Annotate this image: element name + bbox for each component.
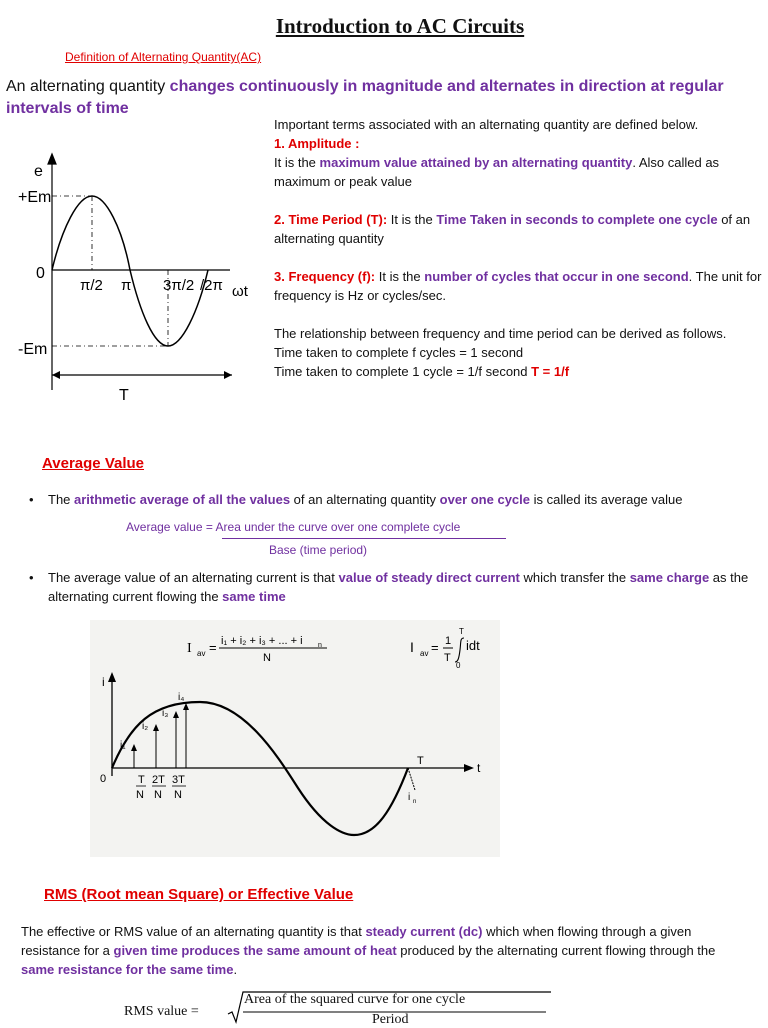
svg-text:T: T — [138, 774, 145, 786]
rms-formula-label: RMS value = — [124, 1004, 199, 1019]
svg-text:i₁: i₁ — [120, 740, 126, 751]
fig2-sum-numerator: i₁ + i₂ + i₃ + ... + i — [221, 635, 303, 647]
svg-text:i₃: i₃ — [162, 708, 169, 719]
svg-text:=: = — [209, 640, 217, 655]
svg-text:T: T — [417, 755, 424, 767]
page-title: Introduction to AC Circuits — [275, 14, 525, 38]
graph1-label-2pi: /2π — [200, 277, 223, 294]
rms-formula-numerator: Area of the squared curve for one cycle — [244, 992, 466, 1007]
average-formula-denominator: Base (time period) — [269, 543, 368, 557]
fig2-iav-integral: I — [410, 639, 414, 655]
svg-text:3T: 3T — [172, 774, 185, 786]
svg-text:i₄: i₄ — [178, 692, 185, 703]
svg-text:2T: 2T — [152, 774, 165, 786]
svg-text:N: N — [154, 789, 162, 801]
graph1-label-wt: ωt — [232, 283, 248, 300]
svg-text:0: 0 — [456, 661, 461, 670]
graph1-label-pi2: π/2 — [80, 277, 103, 294]
average-value-heading: Average Value — [42, 455, 145, 472]
graph1-label-3pi2: 3π/2 — [163, 277, 195, 294]
svg-text:av: av — [197, 649, 206, 658]
amplitude-heading: 1. Amplitude : — [274, 136, 360, 151]
average-bullet-2: • The average value of an alternating current is that value of steady direct current which transfer the same charge as the alternating current flowing the same time — [29, 570, 749, 604]
svg-text:t: t — [477, 761, 481, 775]
svg-text:idt: idt — [466, 638, 480, 653]
intro-paragraph: An alternating quantity changes continuously in magnitude and alternates in direction at regular intervals of time — [6, 78, 724, 117]
svg-text:T: T — [444, 652, 451, 664]
graph1-label-T: T — [119, 387, 129, 404]
fig2-iav: I — [187, 641, 192, 656]
graph1-label-zero: 0 — [36, 265, 45, 282]
graph1-label-pi: π — [121, 277, 132, 294]
svg-text:n: n — [318, 642, 322, 649]
svg-text:=: = — [431, 640, 439, 655]
average-formula-bar — [222, 538, 506, 539]
graph1-label-e: e — [34, 163, 43, 180]
svg-text:av: av — [420, 649, 429, 658]
sine-wave-graph — [0, 150, 270, 410]
svg-text:N: N — [263, 652, 271, 664]
graph1-label-em-neg: -Em — [18, 341, 48, 358]
average-figure — [90, 620, 500, 857]
svg-text:0: 0 — [100, 773, 107, 785]
svg-text:1: 1 — [445, 635, 452, 647]
average-formula-numerator: Average value = Area under the curve over one complete cycle — [126, 520, 461, 534]
terms-section: Important terms associated with an alternating quantity are defined below. 1. Amplitude : It is the maximum value attained by an alternating quantity. Also called as maximum or peak value 2. Time Period (T): It is the Time Taken in seconds to complete one cycle of an alternating quantity 3. Frequency (f): It is the number of cycles that occur in one second. The unit for frequency is Hz or cycles/sec. The relationship between frequency and time period can be derived as follows. Time taken to complete f cycles = 1 second Time taken to complete 1 cycle = 1/f second T = 1/f — [274, 115, 766, 381]
average-bullet-1: • The arithmetic average of all the values of an alternating quantity over one cycle is called its average value — [29, 492, 683, 507]
svg-text:n: n — [413, 799, 417, 805]
svg-text:T: T — [459, 627, 464, 636]
svg-text:i: i — [102, 675, 105, 689]
rms-formula-denominator: Period — [372, 1012, 409, 1027]
svg-text:N: N — [174, 789, 182, 801]
definition-heading: Definition of Alternating Quantity(AC) — [65, 50, 262, 64]
svg-text:i: i — [408, 792, 411, 803]
svg-text:N: N — [136, 789, 144, 801]
rms-paragraph: The effective or RMS value of an alternating quantity is that steady current (dc) which when flowing through a given resistance for a given time produces the same amount of heat produced by the alternating current flowing through the same resistance for the same time. — [21, 924, 716, 977]
average-figure-svg — [90, 620, 500, 857]
rms-heading: RMS (Root mean Square) or Effective Value — [44, 886, 354, 903]
svg-text:i₂: i₂ — [142, 721, 149, 732]
graph1-sine-curve — [52, 196, 208, 346]
graph1-label-em-pos: +Em — [18, 189, 52, 206]
